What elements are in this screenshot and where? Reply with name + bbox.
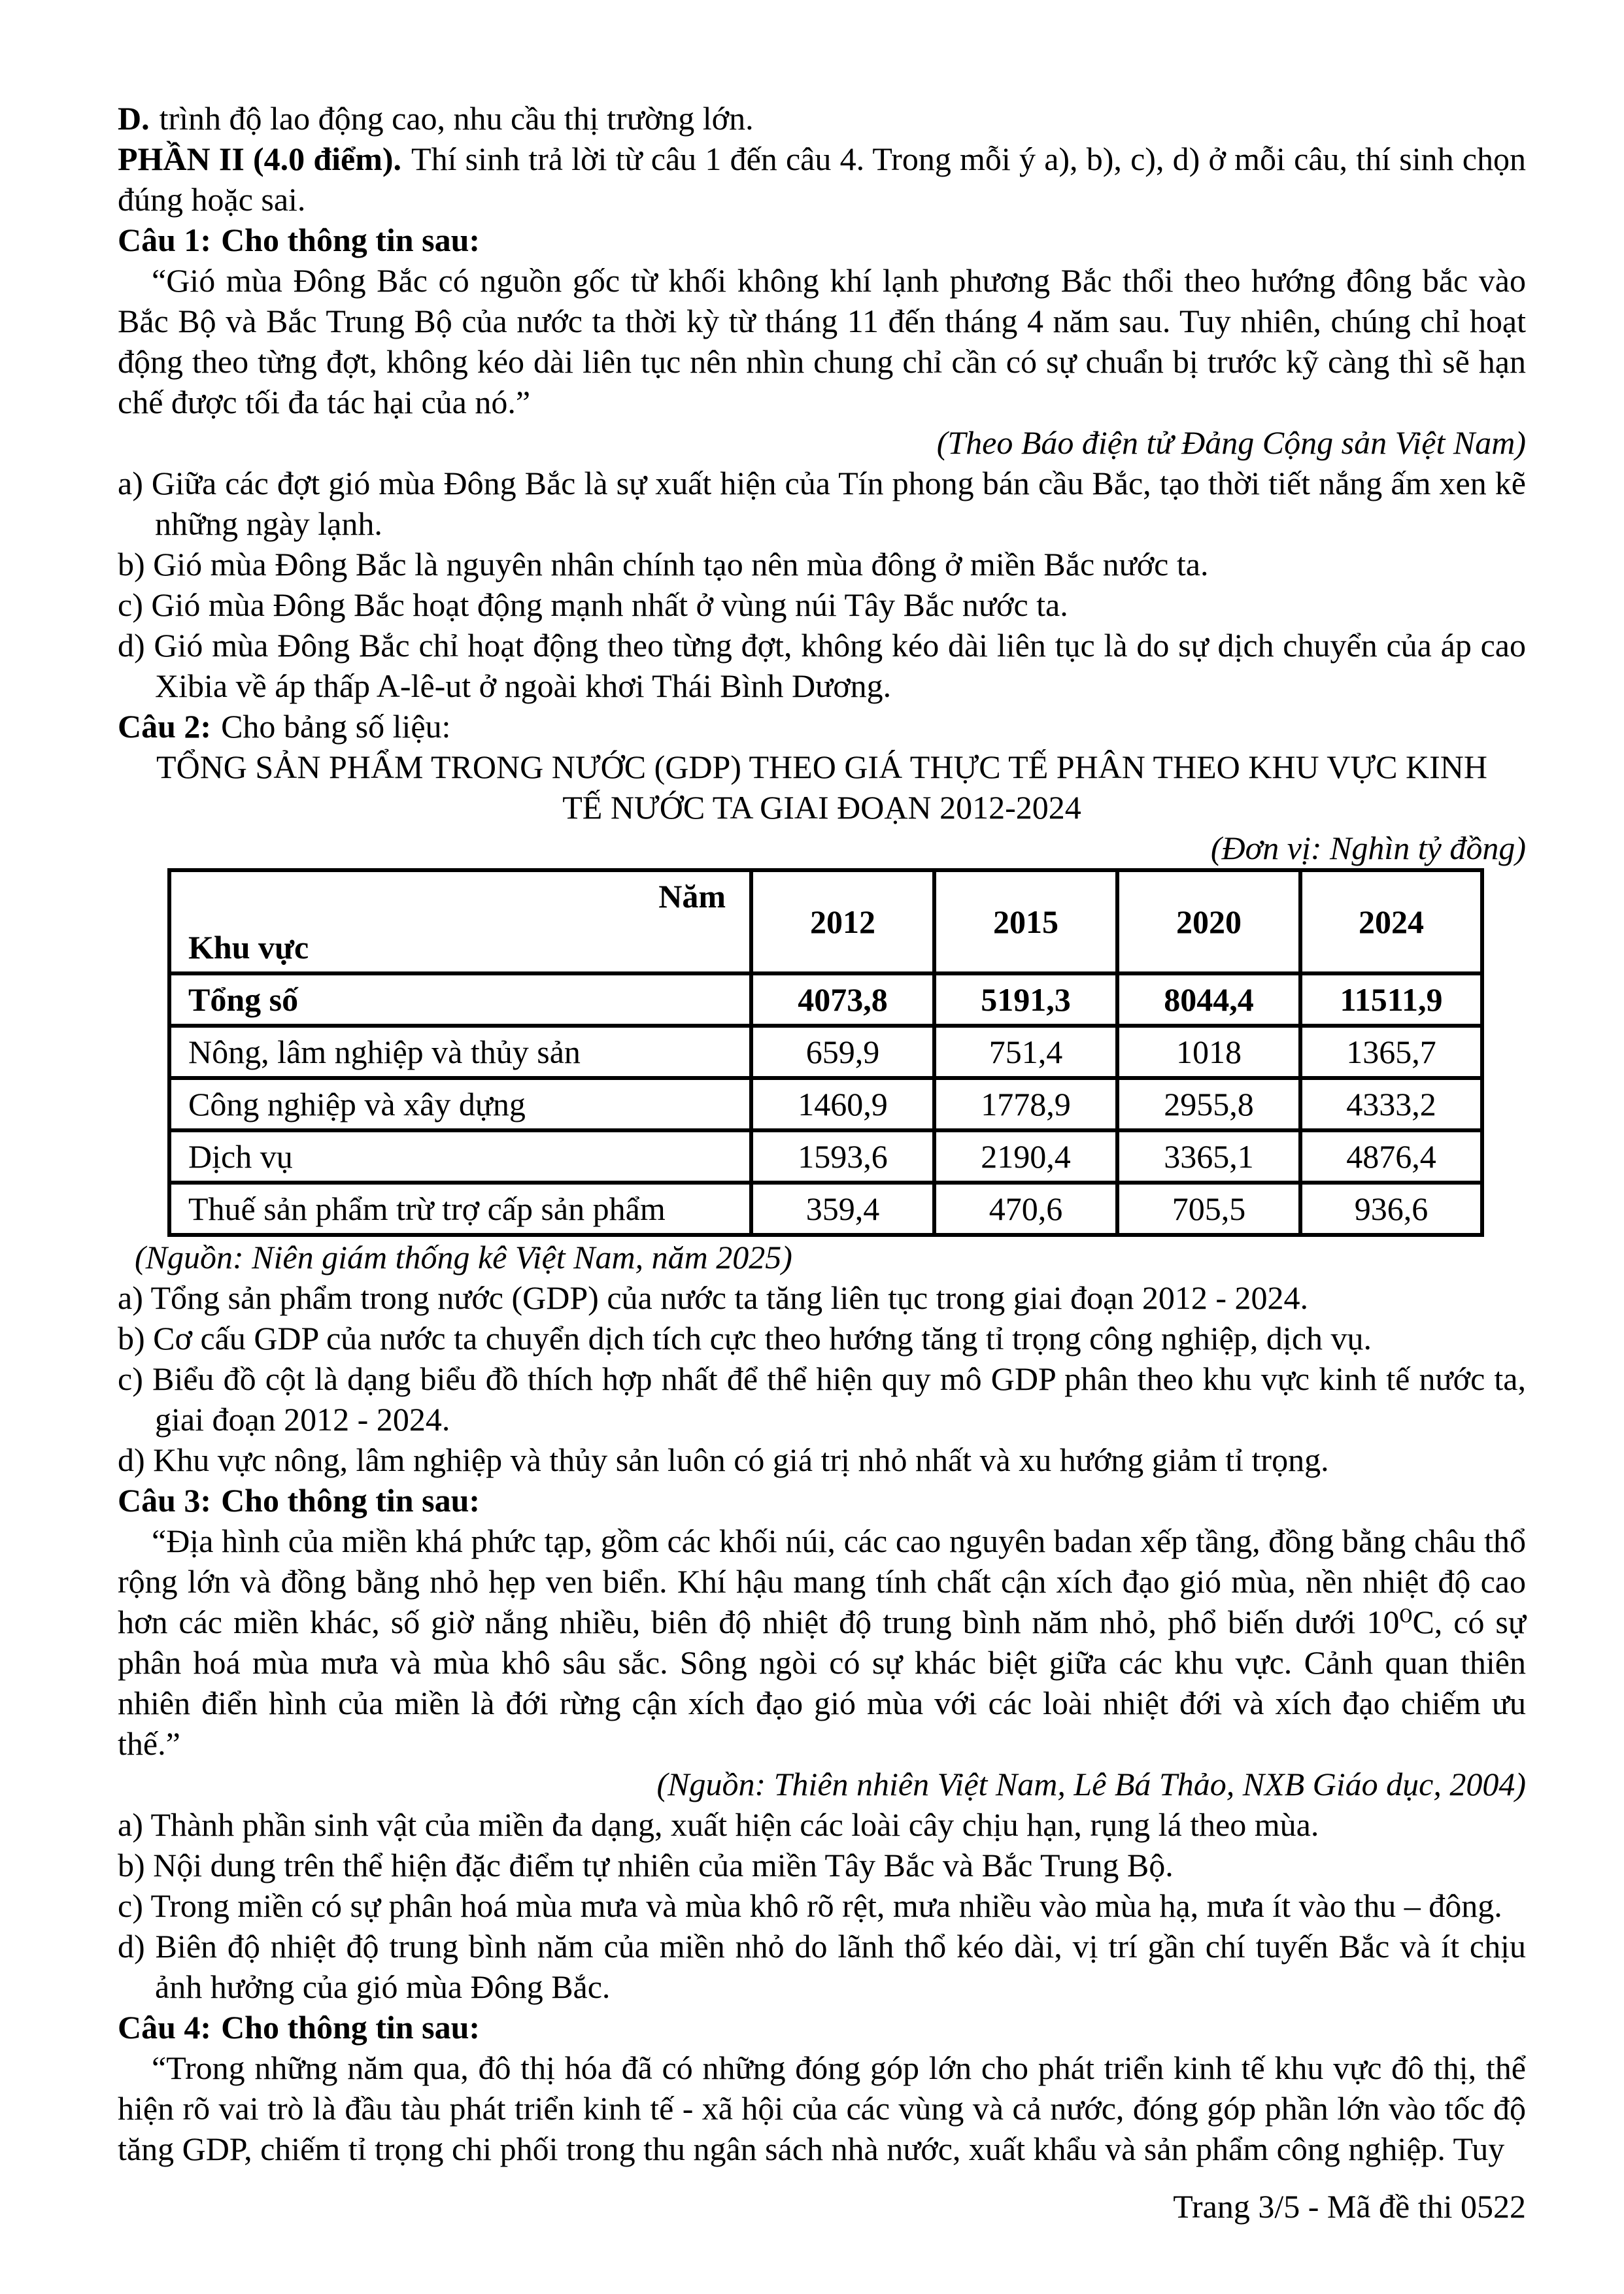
cau3-item-c: c) Trong miền có sự phân hoá mùa mưa và mùa khô rõ rệt, mưa nhiều vào mùa hạ, mưa ít vào thu – đông. bbox=[118, 1887, 1502, 1924]
table-title-line2: TẾ NƯỚC TA GIAI ĐOẠN 2012-2024 bbox=[562, 789, 1081, 826]
cau2-item-c: c) Biểu đồ cột là dạng biểu đồ thích hợp nhất để thể hiện quy mô GDP phân theo khu vực kinh tế nước ta, giai đoạn 2012 - 2024. bbox=[118, 1360, 1526, 1438]
cau2-label: Câu 2: bbox=[118, 708, 212, 745]
row-value: 1365,7 bbox=[1300, 1026, 1482, 1078]
table-title bbox=[118, 747, 1526, 828]
row-value: 4333,2 bbox=[1300, 1078, 1482, 1130]
row-label: Dịch vụ bbox=[169, 1130, 751, 1183]
cau1-heading bbox=[118, 220, 1526, 260]
cau3-quote: “Địa hình của miền khá phức tạp, gồm các khối núi, các cao nguyên badan xếp tầng, đồng bằng châu thổ rộng lớn và đồng bằng nhỏ hẹp ven biển. Khí hậu mang tính chất cận xích đạo gió mùa, nền nhiệt độ cao hơn các miền khác, số giờ nắng nhiều, biên độ nhiệt độ trung bình năm nhỏ, phổ biến dưới 10⁰C, có sự phân hoá mùa mưa và mùa khô sâu sắc. Sông ngòi có sự khác biệt giữa các khu vực. Cảnh quan thiên nhiên điển hình của miền là đới rừng cận xích đạo gió mùa với các loài nhiệt đới và xích đạo chiếm ưu thế.” bbox=[118, 1523, 1526, 1762]
cau1-item-c: c) Gió mùa Đông Bắc hoạt động mạnh nhất ở vùng núi Tây Bắc nước ta. bbox=[118, 586, 1068, 623]
row-value: 5191,3 bbox=[934, 973, 1117, 1026]
row-value: 8044,4 bbox=[1117, 973, 1300, 1026]
part2-instructions bbox=[118, 139, 1526, 220]
cau3-label: Câu 3: bbox=[118, 1482, 212, 1519]
cau3-item-b: b) Nội dung trên thể hiện đặc điểm tự nhiên của miền Tây Bắc và Bắc Trung Bộ. bbox=[118, 1847, 1174, 1883]
table-row-agriculture bbox=[169, 1026, 1482, 1078]
cau2-item-a: a) Tổng sản phẩm trong nước (GDP) của nước ta tăng liên tục trong giai đoạn 2012 - 2024. bbox=[118, 1279, 1309, 1316]
year-header: 2020 bbox=[1117, 870, 1300, 973]
table-row-services bbox=[169, 1130, 1482, 1183]
row-value: 4876,4 bbox=[1300, 1130, 1482, 1183]
cau1-quote: “Gió mùa Đông Bắc có nguồn gốc từ khối không khí lạnh phương Bắc thổi theo hướng đông bắc vào Bắc Bộ và Bắc Trung Bộ của nước ta thời kỳ từ tháng 11 đến tháng 4 năm sau. Tuy nhiên, chúng chỉ hoạt động theo từng đợt, không kéo dài liên tục nên nhìn chung chỉ cần có sự chuẩn bị trước kỹ càng thì sẽ hạn chế được tối đa tác hại của nó.” bbox=[118, 262, 1526, 420]
cau3-heading bbox=[118, 1480, 1526, 1521]
page-footer: Trang 3/5 - Mã đề thi 0522 bbox=[1173, 2188, 1526, 2225]
year-header: 2012 bbox=[751, 870, 934, 973]
cau3-item-d: d) Biên độ nhiệt độ trung bình năm của miền nhỏ do lãnh thổ kéo dài, vị trí gần chí tuyến Bắc và ít chịu ảnh hưởng của gió mùa Đông Bắc. bbox=[118, 1928, 1526, 2005]
cau4-label: Câu 4: bbox=[118, 2009, 212, 2046]
cau3-source: (Nguồn: Thiên nhiên Việt Nam, Lê Bá Thảo, NXB Giáo dục, 2004) bbox=[656, 1766, 1526, 1802]
cau4-title: Cho thông tin sau: bbox=[221, 2009, 481, 2046]
row-value: 3365,1 bbox=[1117, 1130, 1300, 1183]
cau4-paragraph: “Trong những năm qua, đô thị hóa đã có những đóng góp lớn cho phát triển kinh tế khu vực đô thị, thể hiện rõ vai trò là đầu tàu phát triển kinh tế - xã hội của các vùng và cả nước, đóng góp phần lớn vào tốc độ tăng GDP, chiếm tỉ trọng chi phối trong thu ngân sách nhà nước, xuất khẩu và sản phẩm công nghiệp. Tuy bbox=[118, 2049, 1526, 2167]
cau2-item-b: b) Cơ cấu GDP của nước ta chuyển dịch tích cực theo hướng tăng tỉ trọng công nghiệp, dịch vụ. bbox=[118, 1320, 1372, 1357]
gdp-table bbox=[167, 868, 1484, 1237]
cau1-source: (Theo Báo điện tử Đảng Cộng sản Việt Nam) bbox=[936, 424, 1526, 461]
row-value: 2190,4 bbox=[934, 1130, 1117, 1183]
row-value: 751,4 bbox=[934, 1026, 1117, 1078]
row-value: 936,6 bbox=[1300, 1183, 1482, 1235]
cau2-source: (Nguồn: Niên giám thống kê Việt Nam, năm 2025) bbox=[135, 1239, 792, 1275]
cau1-title: Cho thông tin sau: bbox=[221, 222, 481, 258]
row-label: Nông, lâm nghiệp và thủy sản bbox=[169, 1026, 751, 1078]
cau4-heading bbox=[118, 2007, 1526, 2048]
table-title-line1: TỔNG SẢN PHẨM TRONG NƯỚC (GDP) THEO GIÁ THỰC TẾ PHÂN THEO KHU VỰC KINH bbox=[156, 749, 1487, 785]
table-row-taxes bbox=[169, 1183, 1482, 1235]
cau1-item-b: b) Gió mùa Đông Bắc là nguyên nhân chính tạo nên mùa đông ở miền Bắc nước ta. bbox=[118, 546, 1209, 582]
table-row-industry bbox=[169, 1078, 1482, 1130]
cau1-label: Câu 1: bbox=[118, 222, 212, 258]
year-header: 2024 bbox=[1300, 870, 1482, 973]
option-d-text: trình độ lao động cao, nhu cầu thị trường lớn. bbox=[159, 100, 754, 137]
row-value: 659,9 bbox=[751, 1026, 934, 1078]
unit-note: (Đơn vị: Nghìn tỷ đồng) bbox=[1210, 830, 1526, 866]
row-value: 359,4 bbox=[751, 1183, 934, 1235]
part2-label: PHẦN II (4.0 điểm). bbox=[118, 141, 402, 177]
row-label: Tổng số bbox=[169, 973, 751, 1026]
cau3-title: Cho thông tin sau: bbox=[221, 1482, 481, 1519]
row-value: 1593,6 bbox=[751, 1130, 934, 1183]
corner-cell bbox=[169, 870, 751, 973]
cau1-item-d: d) Gió mùa Đông Bắc chỉ hoạt động theo từng đợt, không kéo dài liên tục là do sự dịch chuyển của áp cao Xibia về áp thấp A-lê-ut ở ngoài khơi Thái Bình Dương. bbox=[118, 627, 1526, 704]
row-label: Công nghiệp và xây dựng bbox=[169, 1078, 751, 1130]
table-header-row bbox=[169, 870, 1482, 973]
option-d-line bbox=[118, 98, 1526, 139]
option-d-label: D. bbox=[118, 100, 150, 137]
cau2-item-d: d) Khu vực nông, lâm nghiệp và thủy sản luôn có giá trị nhỏ nhất và xu hướng giảm tỉ trọng. bbox=[118, 1442, 1329, 1478]
table-row-total bbox=[169, 973, 1482, 1026]
row-label: Thuế sản phẩm trừ trợ cấp sản phẩm bbox=[169, 1183, 751, 1235]
cau3-item-a: a) Thành phần sinh vật của miền đa dạng, xuất hiện các loài cây chịu hạn, rụng lá theo mùa. bbox=[118, 1806, 1319, 1843]
row-value: 1018 bbox=[1117, 1026, 1300, 1078]
cau1-item-a: a) Giữa các đợt gió mùa Đông Bắc là sự xuất hiện của Tín phong bán cầu Bắc, tạo thời tiết nắng ấm xen kẽ những ngày lạnh. bbox=[118, 465, 1526, 542]
part2-text: Thí sinh trả lời từ câu 1 đến câu 4. Trong mỗi ý a), b), c), d) ở mỗi câu, thí sinh chọn đúng hoặc sai. bbox=[118, 141, 1526, 218]
row-value: 1460,9 bbox=[751, 1078, 934, 1130]
row-value: 1778,9 bbox=[934, 1078, 1117, 1130]
row-value: 470,6 bbox=[934, 1183, 1117, 1235]
row-value: 2955,8 bbox=[1117, 1078, 1300, 1130]
row-value: 705,5 bbox=[1117, 1183, 1300, 1235]
cau2-title: Cho bảng số liệu: bbox=[221, 708, 451, 745]
corner-year-label: Năm bbox=[658, 878, 726, 915]
row-value: 11511,9 bbox=[1300, 973, 1482, 1026]
row-value: 4073,8 bbox=[751, 973, 934, 1026]
cau2-heading bbox=[118, 706, 1526, 747]
corner-region-label: Khu vực bbox=[188, 929, 309, 966]
year-header: 2015 bbox=[934, 870, 1117, 973]
